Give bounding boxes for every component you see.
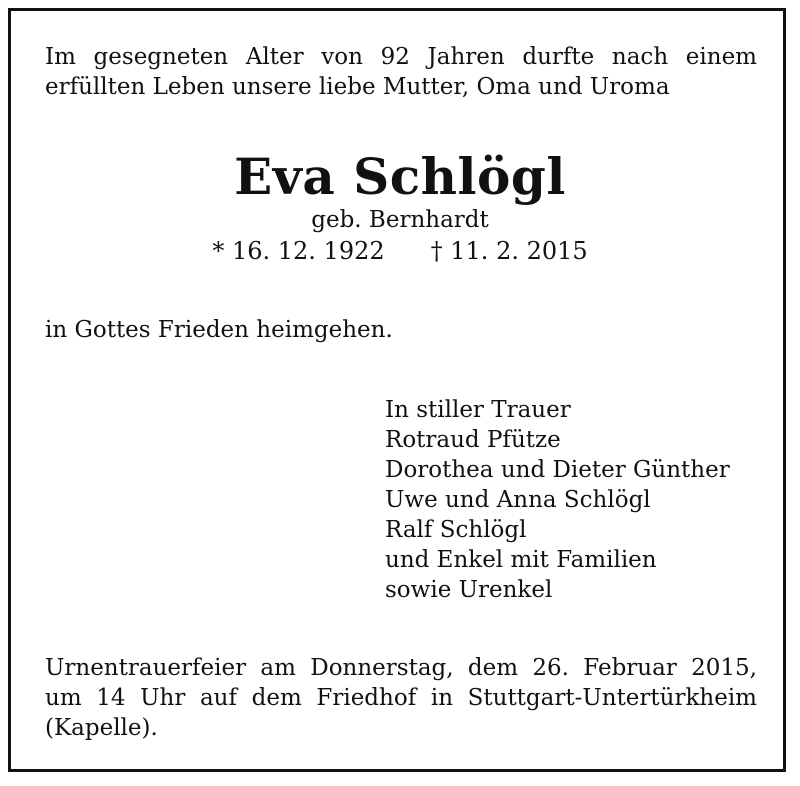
- birth-date: * 16. 12. 1922: [212, 237, 385, 265]
- mourners-heading: In stiller Trauer: [385, 397, 571, 423]
- mourner-name: sowie Urenkel: [385, 577, 553, 603]
- ceremony-line-2: um 14 Uhr auf dem Friedhof in Stuttgart-Untertürkheim: [45, 685, 757, 711]
- ceremony-info: [45, 653, 757, 743]
- mourner-name: Rotraud Pfütze: [385, 427, 561, 453]
- ceremony-line-1: Urnentrauerfeier am Donnerstag, dem 26. Februar 2015,: [45, 655, 757, 681]
- intro-text: [45, 42, 757, 102]
- life-dates: [0, 236, 800, 266]
- mourner-name: und Enkel mit Familien: [385, 547, 657, 573]
- mourners-list: [385, 395, 730, 605]
- mourner-name: Dorothea und Dieter Günther: [385, 457, 730, 483]
- peace-line: in Gottes Frieden heimgehen.: [45, 317, 393, 343]
- intro-line-2: erfüllten Leben unsere liebe Mutter, Oma und Uroma: [45, 74, 670, 100]
- intro-line-1: Im gesegneten Alter von 92 Jahren durfte nach einem: [45, 44, 757, 70]
- mourner-name: Uwe und Anna Schlögl: [385, 487, 651, 513]
- ceremony-line-3: (Kapelle).: [45, 715, 158, 741]
- deceased-name: Eva Schlögl: [234, 147, 566, 206]
- death-date: † 11. 2. 2015: [430, 237, 588, 265]
- mourner-name: Ralf Schlögl: [385, 517, 527, 543]
- maiden-name: geb. Bernhardt: [311, 207, 489, 233]
